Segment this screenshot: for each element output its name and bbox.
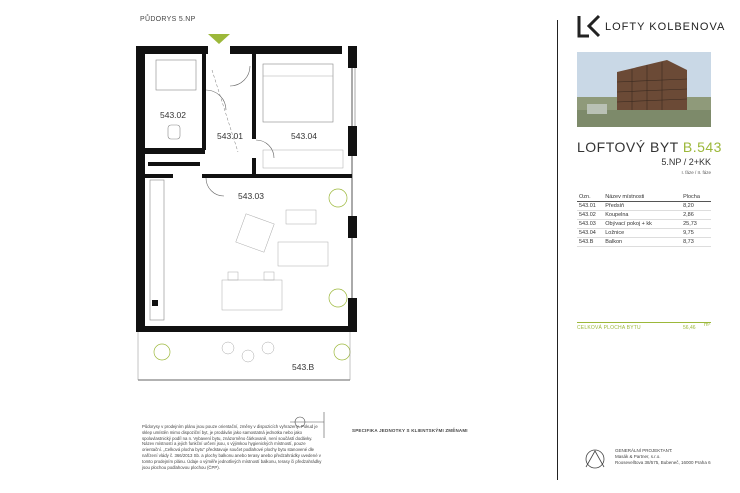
designer-label: GENERÁLNÍ PROJEKTANT: <box>615 448 673 453</box>
apartment-phase: I. fáze / II. fáze <box>681 170 711 175</box>
apartment-layout: 5.NP / 2+KK <box>661 157 711 167</box>
plan-title: PŮDORYS 5.NP <box>140 16 196 23</box>
designer-company: Masák & Partner, s.r.o. <box>615 454 661 460</box>
designer-info <box>615 448 711 467</box>
total-divider <box>577 322 711 323</box>
lofty-logo-icon <box>577 14 601 38</box>
col-header-area: Plocha <box>667 194 711 202</box>
apartment-title: LOFTOVÝ BYT B.543 <box>577 139 722 155</box>
total-area-unit: m² <box>704 322 711 328</box>
table-row: 543.B Balkon 8,73 <box>577 238 711 247</box>
entrance-arrow-icon <box>208 34 230 44</box>
table-row: 543.03 Obývací pokoj + kk 25,73 <box>577 220 711 229</box>
floor-plan <box>128 30 358 390</box>
room-label-543-04: 543.04 <box>291 131 317 141</box>
compass-icon <box>290 410 330 440</box>
building-photo <box>577 52 711 127</box>
col-header-name: Název místnosti <box>603 194 667 202</box>
table-row: 543.02 Koupelna 2,86 <box>577 211 711 220</box>
total-area-label: CELKOVÁ PLOCHA BYTU <box>577 325 641 331</box>
designer-logo-icon <box>583 447 607 471</box>
room-label-543-01: 543.01 <box>217 131 243 141</box>
room-label-543-02: 543.02 <box>160 110 186 120</box>
designer-address: Roosevelltova 38/575, Bubeneč, 16000 Praha 6 <box>615 460 711 466</box>
col-header-id: Ozn. <box>577 194 603 202</box>
room-label-543-b: 543.B <box>292 362 315 372</box>
brand-name: LOFTY KOLBENOVA <box>605 21 726 33</box>
panel-divider <box>557 20 558 480</box>
table-row: 543.04 Ložnice 9,75 <box>577 229 711 238</box>
disclaimer-note: Půdorysy v prodejním plánu jsou pouze orientační, změny v dispozicích vyhrazeny. Pokud je sklep umístěn mimo dispoziční byt, je prodáván jako samostatná jednotka nebo jako spoluvlastnický podíl na n. Vybavení bytu, znázorněno čárkovaně, není součástí dodávky. Název místností a jejich funkční určení jsou, s výjimkou hygienických místností, pouze orientační. „Celková plocha bytu" představuje součet podlahové plochy bytu stanovené dle nařízení vlády č. 366/2013 Sb. a plochy balkonu anebo terasy anebo předzahrádky uvedené v tomto prodejním plánu. Údaje o výměře jednotlivých místností balkonu, terasy či předzahrádky jsou plochou podlahovou plochou (ČPP). <box>142 424 322 470</box>
room-label-543-03: 543.03 <box>238 191 264 201</box>
client-changes-heading: SPECIFIKA JEDNOTKY S KLIENTSKÝMI ZMĚNAMI <box>352 428 468 433</box>
room-table <box>577 194 711 247</box>
table-row: 543.01 Předsíň 8,20 <box>577 202 711 211</box>
total-area-value: 56,46 <box>683 325 696 331</box>
